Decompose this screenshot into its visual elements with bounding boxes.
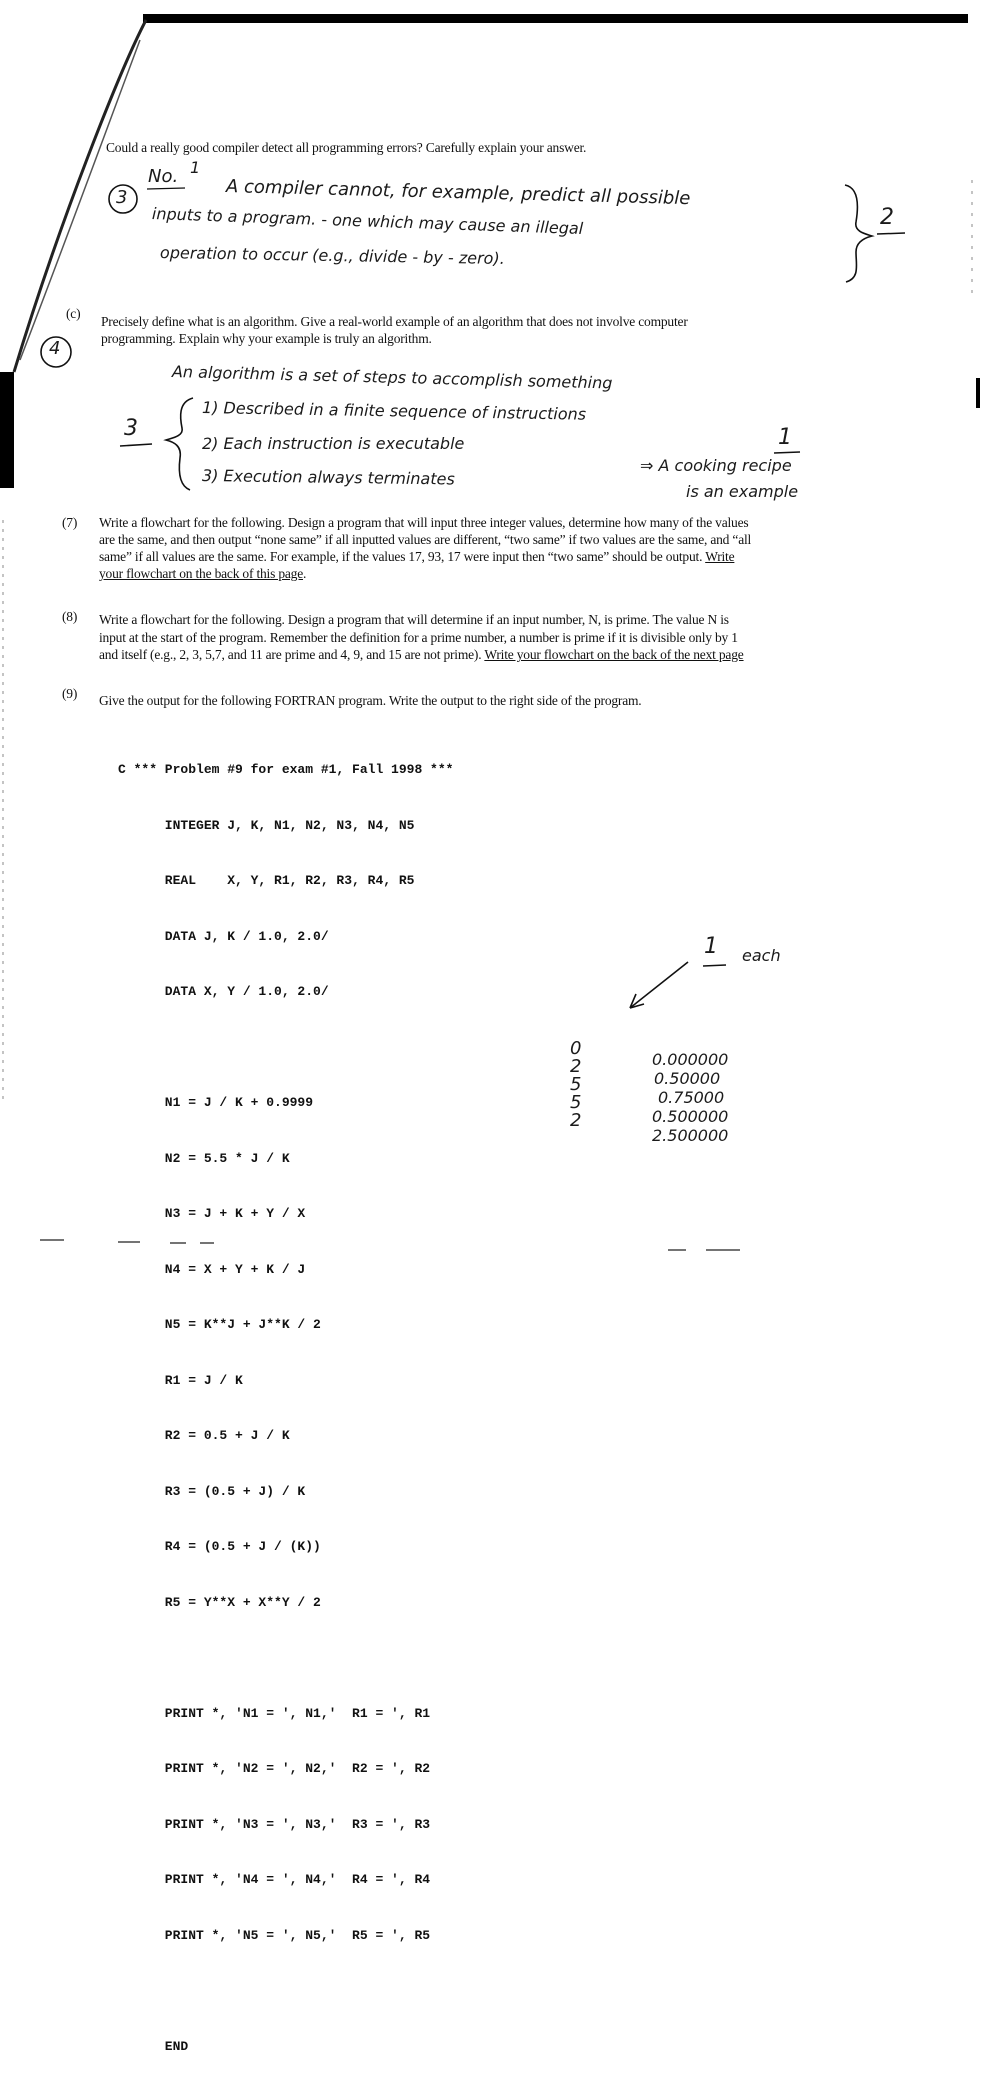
q7-line-2: are the same, and then output “none same” if all inputted values are different, “two same” if two values are the same, and “all [99,532,752,547]
code-line: N5 = K**J + J**K / 2 [118,1317,321,1332]
score-compiler: 3 [116,187,128,208]
answer-algorithm-intro: An algorithm is a set of steps to accomplish something [171,362,613,393]
code-line [118,1039,453,1058]
int-answer-n5: 2 [570,1110,582,1131]
arrow-icon [630,962,688,1008]
q7-line-1: Write a flowchart for the following. Design a program that will input three integer values, determine how many of the values [99,515,749,530]
code-line: DATA X, Y / 1.0, 2.0/ [118,984,329,999]
code-line: PRINT *, 'N2 = ', N2,' R2 = ', R2 [118,1761,431,1776]
int-answer-n1: 0 [570,1038,582,1059]
question-8-text [99,611,919,664]
code-line: N1 = J / K + 0.9999 [118,1095,314,1110]
code-line: R3 = (0.5 + J) / K [118,1483,306,1499]
answer-compiler-line3: operation to occur (e.g., divide - by - zero). [159,243,505,269]
code-line: PRINT *, 'N5 = ', N5,' R5 = ', R5 [118,1927,431,1943]
question-algorithm-label: (c) [66,306,81,321]
q7-back-of-page: your flowchart on the back of this page [99,566,304,581]
code-line: PRINT *, 'N4 = ', N4,' R4 = ', R4 [118,1872,431,1887]
code-line: N3 = J + K + Y / X [118,1206,306,1221]
question-compiler-prompt: Could a really good compiler detect all programming errors? Carefully explain your answer. [106,140,587,155]
code-line: R5 = Y**X + X**Y / 2 [118,1594,321,1610]
answer-algorithm-item-1: 1) Described in a finite sequence of instructions [201,398,587,424]
answer-algorithm-item-2: 2) Each instruction is executable [202,434,465,453]
code-line: N4 = X + Y + K / J [118,1261,306,1277]
side-mark-compiler: 2 [880,205,894,230]
real-answers [652,1050,728,1145]
answer-algorithm-item-3: 3) Execution always terminates [201,466,455,489]
code-line: PRINT *, 'N3 = ', N3,' R3 = ', R3 [118,1816,431,1832]
prompt-line-1: Precisely define what is an algorithm. Give a real-world example of an algorithm that does not involve computer [101,314,688,329]
code-line: REAL X, Y, R1, R2, R3, R4, R5 [118,873,415,888]
example-mark: 1 [778,425,792,450]
q8-line-3: and itself (e.g., 2, 3, 5,7, and 11 are prime and 4, 9, and 15 are not prime). Write your flowchart on the back of the next page [99,647,744,662]
question-7-text [99,514,919,582]
real-answer-r4: 0.500000 [652,1107,729,1126]
brace-left [166,398,193,490]
int-answer-n4: 5 [570,1092,582,1113]
question-9-label: (9) [62,686,78,701]
code-line: R2 = 0.5 + J / K [118,1428,290,1443]
answer-compiler-line2: inputs to a program. - one which may cause an illegal [151,204,584,239]
grading-mark: 1 [704,934,718,959]
q7-line-4: your flowchart on the back of this page. [99,566,307,581]
q7-line-3: same” if all values are the same. For example, if the values 17, 93, 17 were input then “two same” should be output. Write [99,549,735,564]
code-line [118,1649,453,1668]
code-line [118,1982,453,2001]
int-answer-n3: 5 [570,1074,582,1095]
code-line: INTEGER J, K, N1, N2, N3, N4, N5 [118,817,415,833]
answer-compiler-line1: A compiler cannot, for example, predict all possible [225,176,691,210]
q7-write-underlined: Write [705,549,735,564]
prompt-line-2: programming. Explain why your example is truly an algorithm. [101,331,432,346]
code-line: PRINT *, 'N1 = ', N1,' R1 = ', R1 [118,1705,431,1721]
brace-mark-algorithm: 3 [124,416,138,441]
example-line-1: ⇒ A cooking recipe [640,456,792,475]
real-answer-r5: 2.500000 [652,1126,729,1145]
answer-no-mark: 1 [190,158,201,177]
code-line: R1 = J / K [118,1372,243,1388]
answer-no: No. [148,166,179,187]
real-answer-r1: 0.000000 [652,1050,729,1069]
example-line-2: is an example [686,482,799,501]
question-algorithm-prompt [101,313,901,347]
real-answer-r3: 0.75000 [658,1088,725,1107]
code-line: R4 = (0.5 + J / (K)) [118,1539,321,1554]
score-algorithm: 4 [49,338,61,359]
int-answer-n2: 2 [570,1056,582,1077]
code-line: DATA J, K / 1.0, 2.0/ [118,928,329,944]
code-line: N2 = 5.5 * J / K [118,1150,290,1166]
code-line: C *** Problem #9 for exam #1, Fall 1998 *** [118,762,454,777]
real-answer-r2: 0.50000 [654,1069,721,1088]
question-7-label: (7) [62,515,78,530]
grading-mark-label: each [742,946,781,965]
code-line: END [118,2038,189,2054]
q8-write-underlined: Write your flowchart on the back of the next page [484,647,744,662]
question-9-prompt: Give the output for the following FORTRAN program. Write the output to the right side of the program. [99,693,642,708]
brace-right [845,185,872,282]
question-8-label: (8) [62,609,78,624]
int-answers [570,1040,581,1130]
q8-line-2: input at the start of the program. Remember the definition for a prime number, a number is prime if it is divisible only by 1 [99,629,738,645]
fortran-code [118,724,453,2075]
q8-line-1: Write a flowchart for the following. Design a program that will determine if an input number, N, is prime. The value N is [99,612,729,627]
